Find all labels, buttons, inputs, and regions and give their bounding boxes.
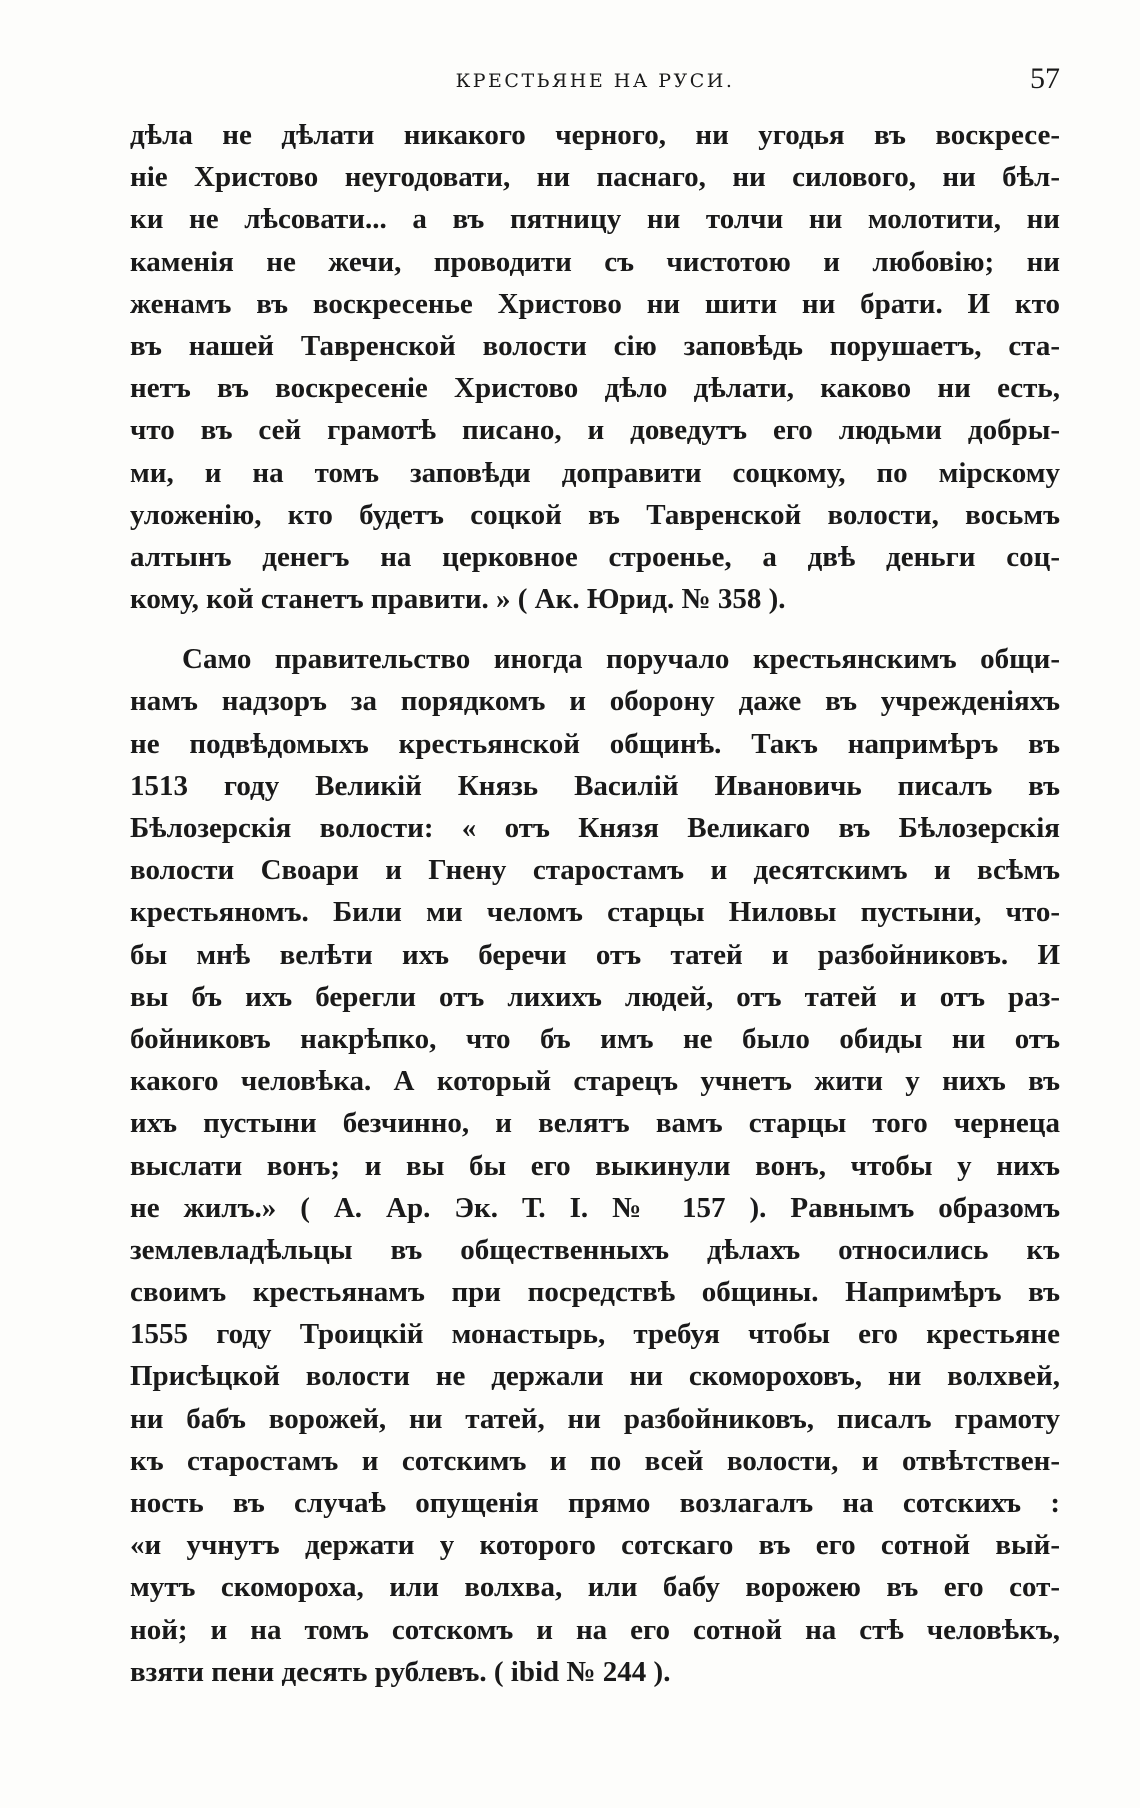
paragraph-1 bbox=[130, 114, 1060, 620]
text-line: къ старостамъ и сотскимъ и по всей волости, и отвѣтствен- bbox=[130, 1444, 1060, 1477]
text-line: волости Своари и Гнену старостамъ и десятскимъ и всѣмъ bbox=[130, 854, 1060, 887]
text-line: ни бабъ ворожей, ни татей, ни разбойниковъ, писалъ грамоту bbox=[130, 1402, 1060, 1435]
text-line: 1513 году Великій Князь Василій Ивановичь писалъ въ bbox=[130, 769, 1060, 802]
page-number: 57 bbox=[1030, 62, 1060, 95]
text-line: Само правительство иногда поручало крестьянскимъ общи- bbox=[182, 643, 1060, 676]
text-line: какого человѣка. А который старецъ учнетъ жити у нихъ въ bbox=[130, 1065, 1060, 1098]
text-line: алтынъ денегъ на церковное строенье, а двѣ деньги соц- bbox=[130, 540, 1060, 573]
text-line: что въ сей грамотѣ писано, и доведутъ его людьми добры- bbox=[130, 414, 1060, 447]
text-line: въ нашей Тавренской волости сію заповѣдь порушаетъ, ста- bbox=[130, 329, 1060, 362]
text-line: ной; и на томъ сотскомъ и на его сотной на стѣ человѣкъ, bbox=[130, 1613, 1060, 1646]
paragraph-gap bbox=[130, 620, 1060, 638]
text-line: мутъ скомороха, или волхва, или бабу ворожею въ его сот- bbox=[130, 1571, 1060, 1604]
body-text bbox=[130, 114, 1060, 1693]
text-line: каменія не жечи, проводити съ чистотою и любовію; ни bbox=[130, 245, 1060, 278]
text-line: Бѣлозерскія волости: « отъ Князя Великаго въ Бѣлозерскія bbox=[130, 812, 1060, 844]
running-header bbox=[130, 62, 1060, 102]
text-line: намъ надзоръ за порядкомъ и оборону даже въ учрежденіяхъ bbox=[130, 685, 1060, 718]
text-line: женамъ въ воскресенье Христово ни шити ни брати. И кто bbox=[130, 287, 1060, 320]
text-line: «и учнутъ держати у которого сотскаго въ его сотной вый- bbox=[130, 1529, 1060, 1562]
text-line: ки не лѣсовати... а въ пятницу ни толчи ни молотити, ни bbox=[130, 203, 1060, 236]
text-line: дѣла не дѣлати никакого черного, ни угодья въ воскресе- bbox=[130, 119, 1060, 151]
text-line: нетъ въ воскресеніе Христово дѣло дѣлати, каково ни есть, bbox=[130, 372, 1060, 405]
text-line: своимъ крестьянамъ при посредствѣ общины. Напримѣръ въ bbox=[130, 1276, 1060, 1309]
text-line: выслати вонъ; и вы бы его выкинули вонъ, чтобы у нихъ bbox=[130, 1149, 1060, 1182]
text-line: крестьяномъ. Били ми челомъ старцы Ниловы пустыни, что- bbox=[130, 896, 1060, 929]
running-title: КРЕСТЬЯНЕ НА РУСИ. bbox=[455, 70, 735, 92]
text-line: Присѣцкой волости не держали ни скомороховъ, ни волхвей, bbox=[130, 1360, 1060, 1393]
text-line: кому, кой станетъ правити. » ( Ак. Юрид. № 358 ). bbox=[130, 583, 786, 616]
text-line: ихъ пустыни безчинно, и велятъ вамъ старцы того чернеца bbox=[130, 1107, 1060, 1140]
text-line: бы мнѣ велѣти ихъ беречи отъ татей и разбойниковъ. И bbox=[130, 938, 1060, 971]
text-line: землевладѣльцы въ общественныхъ дѣлахъ относились къ bbox=[130, 1233, 1060, 1266]
paragraph-2 bbox=[130, 638, 1060, 1693]
text-line: взяти пени десять рублевъ. ( ibid № 244 ). bbox=[130, 1655, 671, 1688]
text-line: не подвѣдомыхъ крестьянской общинѣ. Такъ напримѣръ въ bbox=[130, 727, 1060, 760]
text-line: бойниковъ накрѣпко, что бъ имъ не было обиды ни отъ bbox=[130, 1022, 1060, 1055]
text-line: ность въ случаѣ опущенія прямо возлагалъ на сотскихъ : bbox=[130, 1487, 1060, 1519]
text-line: не жилъ.» ( А. Ар. Эк. Т. I. № 157 ). Равнымъ образомъ bbox=[130, 1191, 1060, 1224]
text-line: 1555 году Троицкій монастырь, требуя чтобы его крестьяне bbox=[130, 1318, 1060, 1351]
text-line: ми, и на томъ заповѣди доправити соцкому, по мірскому bbox=[130, 456, 1060, 489]
text-line: вы бъ ихъ берегли отъ лихихъ людей, отъ татей и отъ раз- bbox=[130, 980, 1060, 1013]
text-line: ніе Христово неугодовати, ни паснаго, ни силового, ни бѣл- bbox=[130, 161, 1060, 194]
text-line: уложенію, кто будетъ соцкой въ Тавренской волости, восьмъ bbox=[130, 498, 1060, 531]
